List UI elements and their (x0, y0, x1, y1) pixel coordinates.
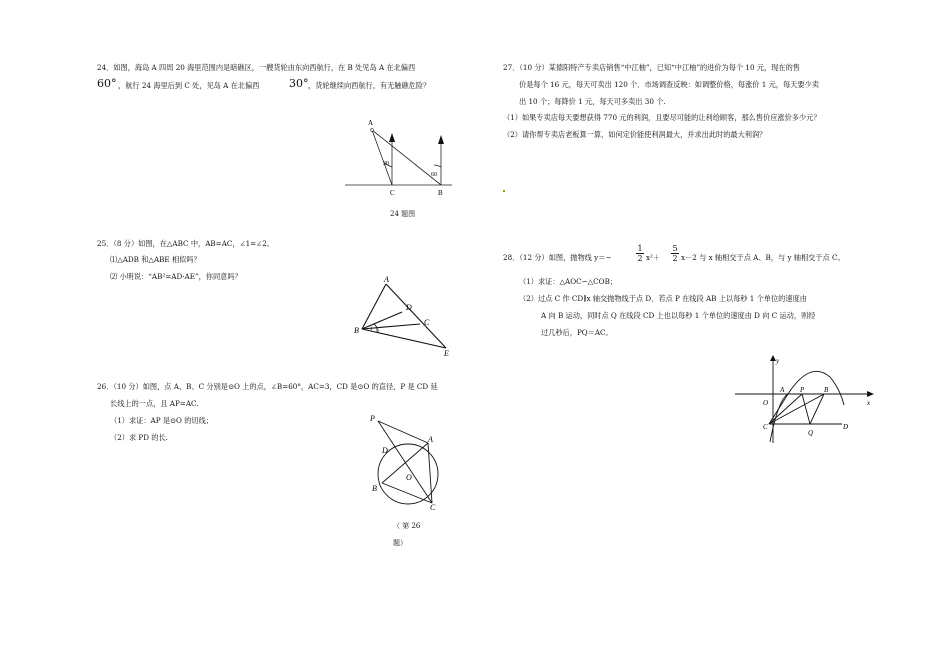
q28-line4: A 向 B 运动，同时点 Q 在线段 CD 上也以每秒 1 个单位的速度由 D 向 C 运动，则经 (541, 311, 816, 320)
q24-angle-30: 30° (289, 77, 309, 90)
q26-line2: 长线上的一点，且 AP=AC. (110, 399, 199, 408)
q28-line1-b: x²＋ (646, 253, 661, 262)
q28-frac2-den: 2 (672, 254, 678, 263)
q25-line3: ⑵ 小明说：“AB²=AD·AE”，你同意吗？ (110, 272, 242, 281)
q26-line1: 26．（10 分）如图，点 A、B、C 分别是⊙O 上的点，∠B=60°，AC=3，CD 是⊙O 的直径，P 是 CD 延 (97, 382, 438, 391)
q26-caption-1: （ 第 26 (393, 522, 421, 530)
q28-frac1-den: 2 (637, 254, 643, 263)
q25-label-d: D (406, 303, 412, 312)
q28-label-q: Q (808, 429, 814, 437)
q28-label-c: C (763, 423, 768, 431)
q28-fraction-1 (636, 244, 644, 263)
q28-line3: （2）过点 C 作 CD∥x 轴交抛物线于点 D．若点 P 在线段 AB 上以每秒 1 个单位的速度由 (519, 294, 807, 303)
q28-label-o: O (763, 399, 769, 407)
q26-label-a: A (428, 435, 433, 444)
q28-line1-a: 28．（12 分）如图，抛物线 y＝− (503, 253, 612, 262)
q28-label-y: y (776, 357, 780, 365)
q25-label-a: A (384, 275, 389, 284)
q28-figure (730, 355, 875, 445)
q24-label-a: A (368, 119, 374, 127)
q27-line3: 出 10 个；每降价 1 元，每天可多卖出 30 个. (519, 97, 666, 106)
q28-label-b: B (824, 386, 829, 394)
q24-label-60: 60 (431, 172, 437, 178)
q25-label-2: 2 (377, 330, 380, 335)
q27-line1: 27．（10 分）某德阳特产专卖店销售“中江柚”，已知“中江柚”的进价为每个 10 元，现在的售 (503, 63, 800, 72)
q28-line1-c: x－2 与 x 轴相交于点 A、B，与 y 轴相交于点 C。 (681, 253, 845, 262)
q26-label-c: C (430, 503, 436, 512)
q27-line5: （2）请你帮专卖店老板算一算，如何定价能使利润最大，并求出此时的最大利润？ (503, 130, 767, 139)
q27-line2: 价是每个 16 元，每天可卖出 120 个．市场调查反映：如调整价格，每涨价 1 元，每天要少卖 (519, 80, 819, 89)
q24-line3: ，货轮继续向西航行，有无触礁危险？ (308, 81, 431, 90)
stray-dot (503, 190, 505, 192)
q28-line5: 过几秒后，PQ＝AC。 (541, 328, 613, 337)
q27-line4: （1）如果专卖店每天要想获得 770 元的利润，且要尽可能的让利给顾客，那么售价应涨价多少元？ (503, 113, 821, 122)
q26-figure (360, 410, 450, 510)
q28-label-p: P (800, 386, 805, 394)
q24-line1: 24．如图，海岛 A 四周 20 海里范围内是暗礁区，一艘货轮由东向西航行，在 B 处见岛 A 在北偏西 (97, 63, 416, 72)
q26-caption-2: 题） (393, 539, 407, 547)
q26-label-d: D (382, 446, 388, 455)
q28-label-d: D (843, 423, 849, 431)
q24-figure (340, 115, 465, 200)
q26-label-b: B (372, 484, 377, 493)
q28-line2: （1）求证：△AOC∽△COB； (519, 277, 618, 286)
q28-frac1-num: 1 (637, 244, 643, 253)
q28-fraction-2 (671, 244, 679, 263)
q28-frac2-num: 5 (672, 244, 678, 253)
q26-label-p: P (370, 414, 375, 423)
q24-label-30: 30 (383, 161, 389, 167)
q25-label-1: 1 (370, 327, 373, 332)
q26-line3: （1）求证：AP 是⊙O 的切线； (110, 416, 213, 425)
q24-label-b: B (438, 189, 443, 197)
q25-figure (350, 272, 460, 357)
q24-label-c: C (390, 189, 395, 197)
q24-line2: ，航行 24 海里后到 C 处，见岛 A 在北偏西 (118, 81, 260, 90)
q25-label-c: C (424, 318, 430, 327)
q25-label-e: E (444, 349, 449, 358)
q28-label-a: A (780, 386, 785, 394)
q24-angle-60: 60° (97, 77, 117, 90)
q28-label-x: x (867, 399, 871, 407)
q25-line1: 25．（8 分）如图，在△ABC 中，AB=AC，∠1=∠2。 (97, 239, 274, 248)
q25-line2: ⑴△ADB 和△ABE 相似吗？ (110, 255, 201, 264)
q26-label-o: O (406, 473, 412, 482)
q24-caption: 24 题图 (390, 210, 416, 218)
q25-label-b: B (354, 326, 359, 335)
q26-line4: （2）求 PD 的长. (110, 433, 168, 442)
